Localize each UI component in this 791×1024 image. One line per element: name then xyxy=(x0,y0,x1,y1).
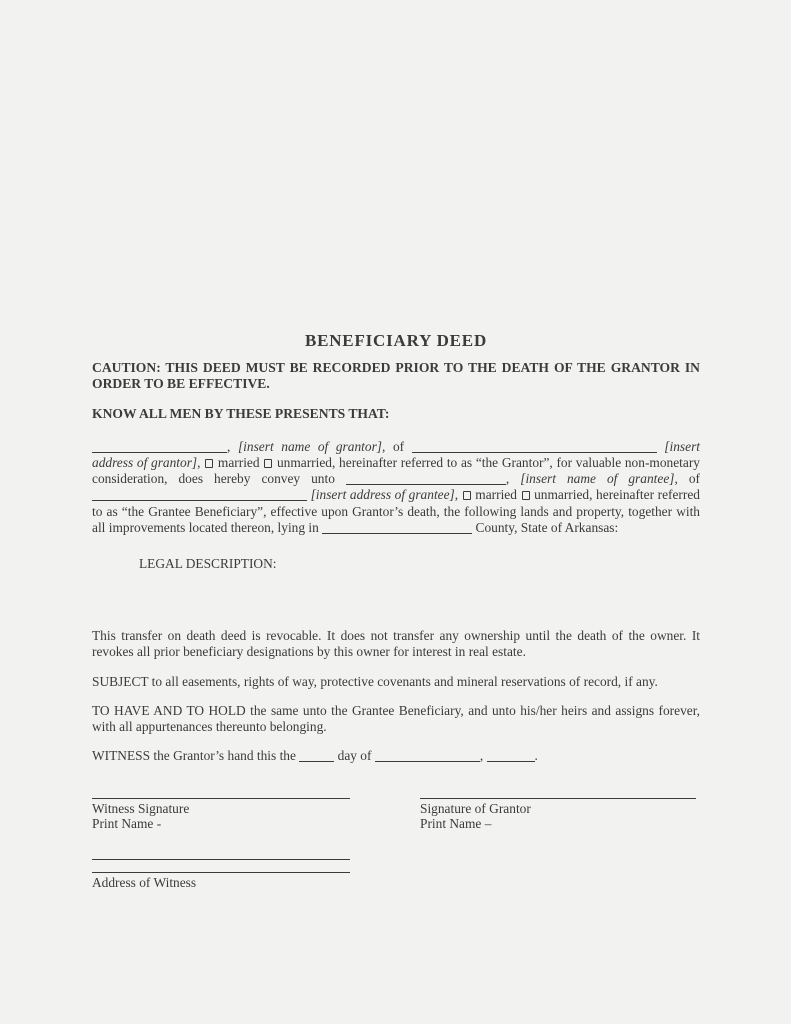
text-run: , of xyxy=(382,438,412,454)
insert-hint-italic: [insert address of grantor] xyxy=(92,438,700,471)
caution-clause: CAUTION: THIS DEED MUST BE RECORDED PRIOR TO THE DEATH OF THE GRANTOR IN ORDER TO BE EFFECTIVE. xyxy=(92,360,700,392)
witness-attestation-clause xyxy=(92,748,700,764)
insert-hint-italic: [insert name of grantee] xyxy=(520,471,675,487)
text-run: unmarried, hereinafter referred to as “the Grantor”, for valuable non-monetary consideration, does hereby convey unto xyxy=(92,455,700,487)
grantor-unmarried-checkbox xyxy=(264,459,272,468)
grantor-conveyance-clause xyxy=(92,439,700,536)
grantor-married-checkbox xyxy=(205,459,213,468)
text-run: married xyxy=(471,487,521,503)
grantor-signature-line xyxy=(420,798,696,799)
text-run: , xyxy=(505,471,521,487)
revocable-clause: This transfer on death deed is revocable. It does not transfer any ownership until the death of the owner. It revokes all prior beneficiary designations by this owner for interest in real estate. xyxy=(92,628,700,660)
habendum-clause: TO HAVE AND TO HOLD the same unto the Grantee Beneficiary, and unto his/her heirs and assigns forever, with all appurtenances thereunto belonging. xyxy=(92,702,700,735)
witness-signature-column xyxy=(92,798,350,831)
grantor-signature-column xyxy=(420,798,696,831)
county-blank xyxy=(322,530,472,534)
grantor-address-blank xyxy=(412,449,657,453)
witness-address-line-2 xyxy=(92,872,350,873)
text-run: . xyxy=(534,748,538,764)
grantee-unmarried-checkbox xyxy=(522,491,530,500)
text-run: WITNESS the Grantor’s hand this the xyxy=(92,748,300,764)
signature-section xyxy=(92,798,700,831)
grantee-married-checkbox xyxy=(463,491,471,500)
grantee-name-blank xyxy=(346,481,506,485)
witness-signature-line xyxy=(92,798,350,799)
grantee-address-blank xyxy=(92,497,307,501)
text-run: County, State of Arkansas: xyxy=(472,519,619,535)
text-run: , xyxy=(454,487,462,503)
insert-hint-italic: [insert address of grantee] xyxy=(310,487,455,503)
witness-address-section xyxy=(92,859,350,891)
text-run: day of xyxy=(334,748,375,764)
text-run: , xyxy=(197,455,205,471)
subject-clause: SUBJECT to all easements, rights of way, protective covenants and mineral reservations of record, if any. xyxy=(92,673,658,689)
witness-address-line-1 xyxy=(92,859,350,860)
witness-address-label: Address of Witness xyxy=(92,874,197,890)
witness-print-name-label: Print Name - xyxy=(92,816,162,832)
document-content xyxy=(92,333,700,890)
grantor-print-name-label: Print Name – xyxy=(420,816,492,832)
month-blank xyxy=(375,758,480,762)
year-blank xyxy=(487,758,535,762)
legal-description-label: LEGAL DESCRIPTION: xyxy=(139,556,277,572)
grantor-signature-label: Signature of Grantor xyxy=(420,801,531,817)
text-run: , xyxy=(227,438,238,454)
grantor-name-blank xyxy=(92,449,227,453)
text-run: , xyxy=(479,748,487,764)
text-run: unmarried, hereinafter referred to as “the Grantee Beneficiary”, effective upon Grantor’s death, the following lands and property, together with all improvements located thereon, lying in xyxy=(92,487,700,535)
insert-hint-italic: [insert name of grantor] xyxy=(237,438,382,454)
presents-heading: KNOW ALL MEN BY THESE PRESENTS THAT: xyxy=(92,405,390,421)
document-title: BENEFICIARY DEED xyxy=(304,331,488,350)
text-run: married xyxy=(214,455,264,471)
day-blank xyxy=(299,758,334,762)
text-run: , of xyxy=(674,471,700,487)
witness-signature-label: Witness Signature xyxy=(92,801,190,817)
